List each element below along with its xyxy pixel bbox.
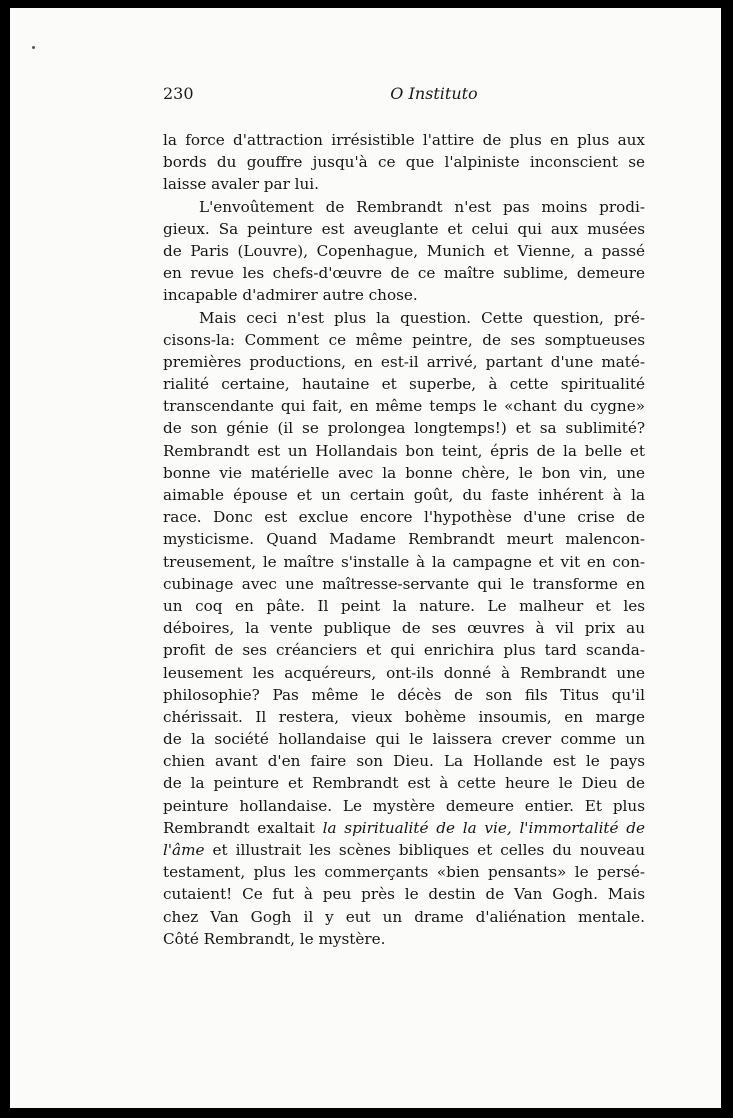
italic-phrase: l'âme [163, 841, 205, 859]
text-line: bords du gouffre jusqu'à ce que l'alpiniste inconscient se [163, 153, 645, 172]
paragraph-start-line: L'envoûtement de Rembrandt n'est pas moins prodi- [199, 197, 645, 216]
text-line: de son génie (il se prolongea longtemps!) et sa sublimité? [163, 419, 645, 438]
text-line: philosophie? Pas même le décès de son fils Titus qu'il [163, 685, 645, 704]
text-line: gieux. Sa peinture est aveuglante et celui qui aux musées [163, 219, 645, 238]
scan-speck [32, 46, 35, 49]
text-line: chérissait. Il restera, vieux bohème insoumis, en marge [163, 707, 645, 726]
text-line: cutaient! Ce fut à peu près le destin de Van Gogh. Mais [163, 885, 645, 904]
italic-phrase: la spiritualité de la vie, l'immortalité de [322, 818, 645, 837]
text-line: rialité certaine, hautaine et superbe, à cette spiritualité [163, 375, 645, 394]
text-line: cubinage avec une maîtresse-servante qui le transforme en [163, 574, 645, 593]
text-line: testament, plus les commerçants «bien pensants» le persé- [163, 863, 645, 882]
text-line: de la société hollandaise qui le laissera crever comme un [163, 730, 645, 749]
text-line: race. Donc est exclue encore l'hypothèse d'une crise de [163, 508, 645, 527]
text-line: un coq en pâte. Il peint la nature. Le malheur et les [163, 596, 645, 615]
text-line: de Paris (Louvre), Copenhague, Munich et Vienne, a passé [163, 241, 645, 260]
text-line: aimable épouse et un certain goût, du faste inhérent à la [163, 486, 645, 504]
body-text [163, 129, 645, 950]
text-line: Rembrandt est un Hollandais bon teint, épris de la belle et [163, 441, 645, 460]
text-line: mysticisme. Quand Madame Rembrandt meurt malencon- [163, 530, 645, 549]
text-line: Côté Rembrandt, le mystère. [163, 929, 386, 948]
book-page [10, 8, 721, 1108]
paragraph-start-line: Mais ceci n'est plus la question. Cette question, pré- [199, 308, 645, 327]
text-line: leusement les acquéreurs, ont-ils donné à Rembrandt une [163, 663, 645, 682]
text-line: treusement, le maître s'installe à la campagne et vit en con- [163, 552, 645, 571]
text-line: la force d'attraction irrésistible l'attire de plus en plus aux [163, 131, 645, 149]
text-line: transcendante qui fait, en même temps le «chant du cygne» [163, 397, 645, 416]
text-line-with-italic [163, 839, 645, 861]
text-line: déboires, la vente publique de ses œuvres à vil prix au [163, 619, 645, 638]
text-run: Rembrandt exaltait [163, 818, 323, 837]
text-line-with-italic [163, 817, 645, 839]
text-line: chez Van Gogh il y eut un drame d'aliénation mentale. [163, 907, 645, 926]
text-line: premières productions, en est-il arrivé, partant d'une maté- [163, 352, 645, 371]
page-number: 230 [163, 84, 194, 103]
text-line: en revue les chefs-d'œuvre de ce maître sublime, demeure [163, 264, 645, 283]
text-line: bonne vie matérielle avec la bonne chère, le bon vin, une [163, 463, 645, 482]
text-line: laisse avaler par lui. [163, 175, 319, 194]
running-head [163, 84, 645, 110]
text-line: cisons-la: Comment ce même peintre, de ses somptueuses [163, 330, 645, 349]
text-run: et illustrait les scènes bibliques et celles du nouveau [204, 841, 645, 859]
text-line: chien avant d'en faire son Dieu. La Hollande est le pays [163, 752, 645, 771]
text-line: peinture hollandaise. Le mystère demeure entier. Et plus [163, 796, 645, 815]
text-line: incapable d'admirer autre chose. [163, 286, 418, 305]
text-line: profit de ses créanciers et qui enrichira plus tard scanda- [163, 641, 645, 660]
text-line: de la peinture et Rembrandt est à cette heure le Dieu de [163, 774, 645, 793]
journal-title: O Instituto [390, 84, 478, 103]
